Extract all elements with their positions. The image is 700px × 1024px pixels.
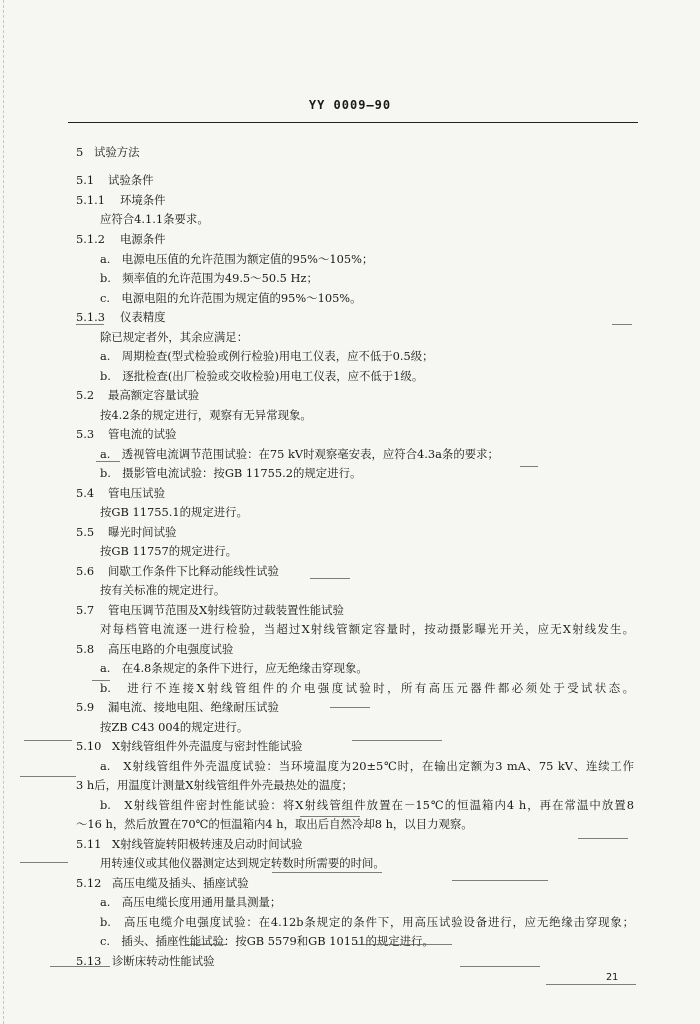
scan-artifact xyxy=(76,324,104,325)
header-rule xyxy=(68,122,638,123)
scan-artifact xyxy=(50,966,110,967)
page-number: 21 xyxy=(606,972,619,983)
scan-artifact xyxy=(330,707,370,708)
scan-artifact xyxy=(460,966,540,967)
scan-artifact xyxy=(20,776,76,777)
scan-artifact xyxy=(310,578,350,579)
scan-artifact xyxy=(520,466,538,467)
scan-artifact xyxy=(20,862,68,863)
scan-artifact xyxy=(546,984,636,985)
scan-artifact xyxy=(96,461,120,462)
scan-artifact xyxy=(300,816,360,817)
scan-artifact xyxy=(352,740,442,741)
scan-artifact xyxy=(612,324,632,325)
scan-edge xyxy=(3,0,4,1024)
document-page: YY 0009—90 5 试验方法 5.1 试验条件 5.1.1 环境条件 应符合4.1.1条要求。 5.1.2 电源条件 a. 电源电压值的允许范围为额定值的95%～105%； b. 频率值的允许范围为49.5～50.5 Hz； c. 电源电阻的允许范围为规定值的95%～105%。 5.1.3 仪表精度 除已规定者外，其余应满足： a. 周期检查(型式检验或例行检验)用电工仪表，应不低于0.5级； b. 逐批检查(出厂检验或交收检验)用电工仪表，应不低于1级。 5.2 最高额定容量试验 按4.2条的规定进行，观察有无异常现象。 5.3 管电流的试验 a. 透视管电流调节范围试验：在75 kV时观察毫安表，应符合4.3a条的要求； b. 摄影管电流试验：按GB 11755.2的规定进行。 5.4 管电压试验 按GB 11755.1的规定进行。 5.5 曝光时间试验 按GB 11757的规定进行。 5.6 间歇工作条件下比释动能线性试验 按有关标准的规定进行。 5.7 管电压调节范围及X射线管防过载装置性能试验 对每档管电流逐一进行检验，当超过X射线管额定容量时，按动摄影曝光开关，应无X射线发生。 5.8 高压电路的介电强度试验 a. 在4.8条规定的条件下进行，应无绝缘击穿现象。 b. 进行不连接X射线管组件的介电强度试验时，所有高压元器件都必须处于受试状态。 5.9 漏电流、接地电阻、绝缘耐压试验 按ZB C43 004的规定进行。 5.10 X射线管组件外壳温度与密封性能试验 a. X射线管组件外壳温度试验：当环境温度为20±5℃时，在输出定额为3 mA、75 kV、连续工作 3 h后，用温度计测量X射线管组件外壳最热处的温度； b. X射线管组件密封性能试验：将X射线管组件放置在－15℃的恒温箱内4 h，再在常温中放置8 ～16 h，然后放置在70℃的恒温箱内4 h，取出后自然冷却8 h，以目力观察。 5.11 X射线管旋转阳极转速及启动时间试验 用转速仪或其他仪器测定达到规定转数时所需要的时间。 5.12 高压电缆及插头、插座试验 a. 高压电缆长度用通用量具测量； b. 高压电缆介电强度试验：在4.12b条规定的条件下，用高压试验设备进行，应无绝缘击穿现象； c. 插头、插座性能试验：按GB 5579和GB 10151的规定进行。 5.13 诊断床转动性能试验 21 xyxy=(0,0,700,1024)
standard-code-header: YY 0009—90 xyxy=(308,98,392,112)
scan-artifact xyxy=(92,680,110,681)
scan-artifact xyxy=(452,880,548,881)
scan-artifact xyxy=(24,740,72,741)
scan-artifact xyxy=(352,944,452,945)
scan-artifact xyxy=(578,838,628,839)
scan-artifact xyxy=(186,944,226,945)
scan-artifact xyxy=(272,872,382,873)
